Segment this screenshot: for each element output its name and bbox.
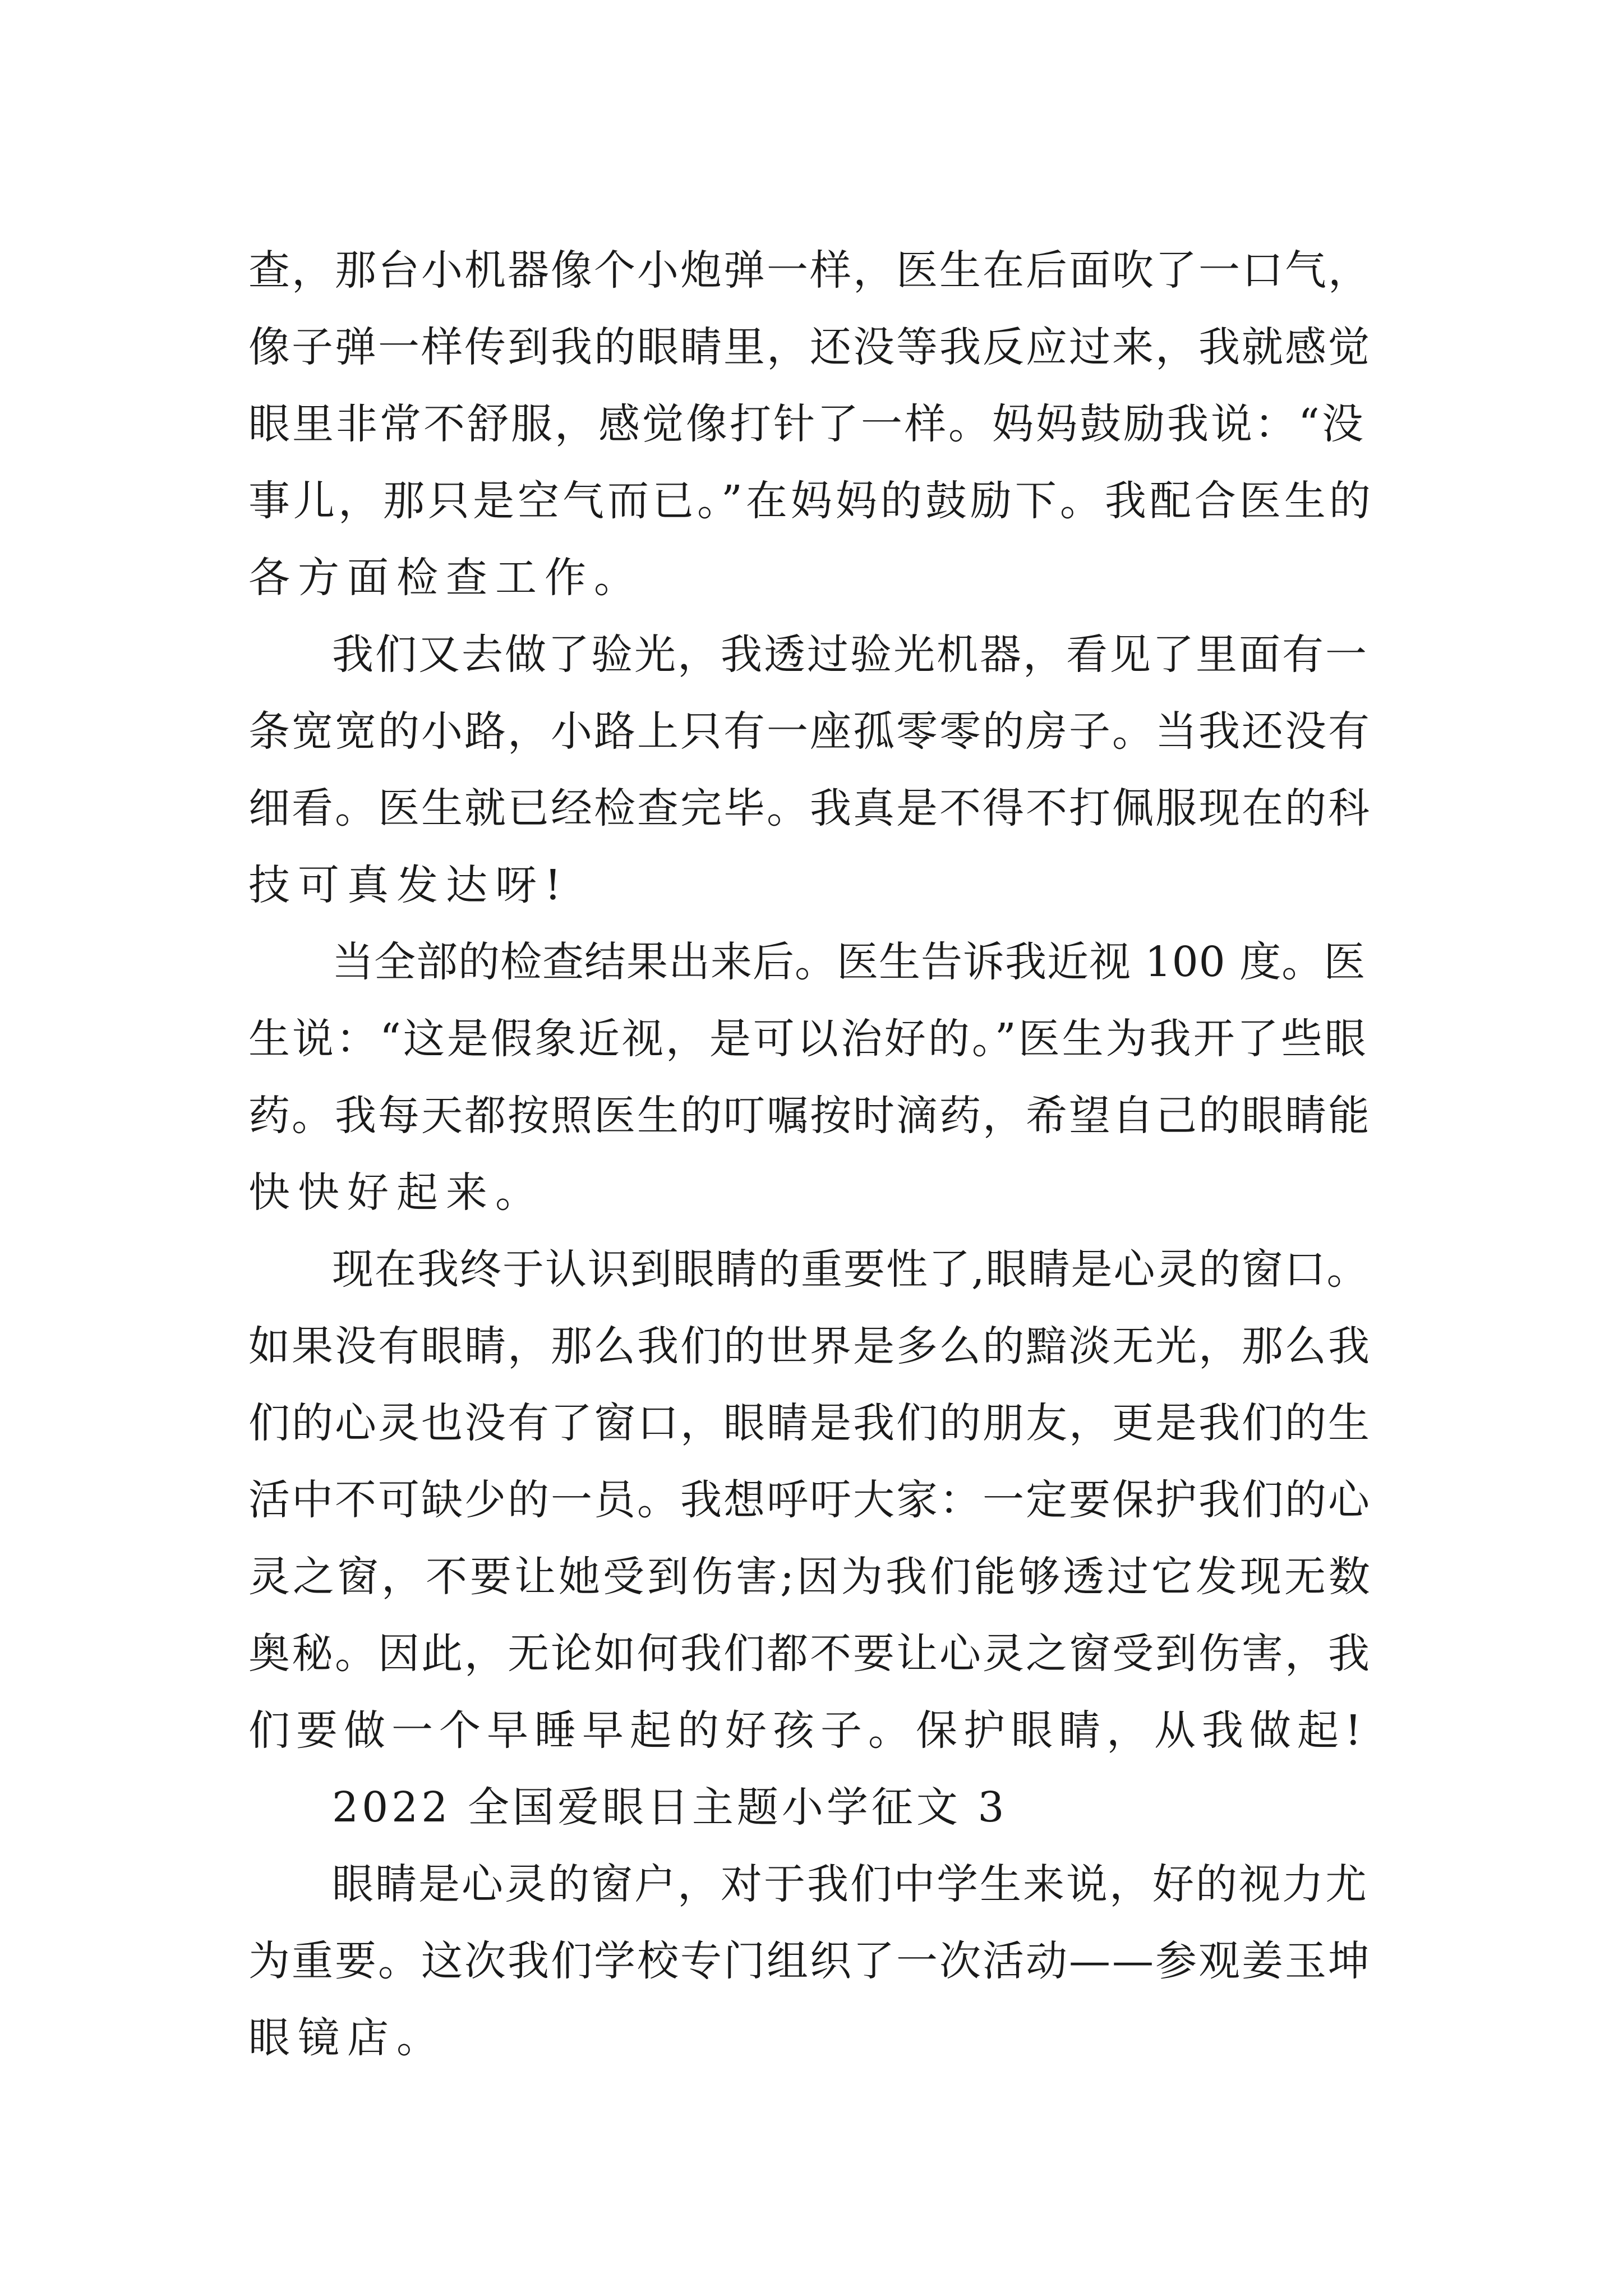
text-line: 条宽宽的小路，小路上只有一座孤零零的房子。当我还没有	[248, 707, 1371, 756]
text-line: 像子弹一样传到我的眼睛里，还没等我反应过来，我就感觉	[248, 323, 1371, 371]
text-line: 如果没有眼睛，那么我们的世界是多么的黯淡无光，那么我	[248, 1322, 1371, 1370]
text-line: 当全部的检查结果出来后。医生告诉我近视 100 度。医	[332, 938, 1366, 986]
text-line: 现在我终于认识到眼睛的重要性了,眼睛是心灵的窗口。	[332, 1245, 1370, 1294]
section-heading: 2022 全国爱眼日主题小学征文 3	[332, 1783, 1008, 1832]
text-line: 快快好起来。	[248, 1168, 545, 1217]
text-line: 奥秘。因此，无论如何我们都不要让心灵之窗受到伤害，我	[248, 1630, 1371, 1678]
text-line: 眼里非常不舒服，感觉像打针了一样。妈妈鼓励我说：“没	[248, 400, 1366, 448]
text-line: 们要做一个早睡早起的好孩子。保护眼睛，从我做起!	[248, 1706, 1368, 1755]
text-line: 细看。医生就已经检查完毕。我真是不得不打佩服现在的科	[248, 784, 1371, 832]
text-line: 我们又去做了验光，我透过验光机器，看见了里面有一	[332, 631, 1368, 679]
text-line: 事儿，那只是空气而已。”在妈妈的鼓励下。我配合医生的	[248, 477, 1374, 525]
text-line: 们的心灵也没有了窗口，眼睛是我们的朋友，更是我们的生	[248, 1399, 1371, 1447]
text-line: 生说：“这是假象近视，是可以治好的。”医生为我开了些眼	[248, 1015, 1368, 1063]
text-line: 灵之窗，不要让她受到伤害;因为我们能够透过它发现无数	[248, 1553, 1373, 1601]
text-line: 为重要。这次我们学校专门组织了一次活动——参观姜玉坤	[248, 1937, 1371, 1985]
text-line: 查，那台小机器像个小炮弹一样，医生在后面吹了一口气，	[248, 246, 1371, 295]
text-line: 活中不可缺少的一员。我想呼吁大家：一定要保护我们的心	[248, 1476, 1371, 1524]
text-line: 眼睛是心灵的窗户，对于我们中学生来说，好的视力尤	[332, 1860, 1368, 1908]
text-line: 药。我每天都按照医生的叮嘱按时滴药，希望自己的眼睛能	[248, 1092, 1371, 1140]
text-line: 技可真发达呀!	[248, 861, 569, 909]
text-line: 眼镜店。	[248, 2014, 446, 2062]
text-line: 各方面检查工作。	[248, 554, 643, 602]
